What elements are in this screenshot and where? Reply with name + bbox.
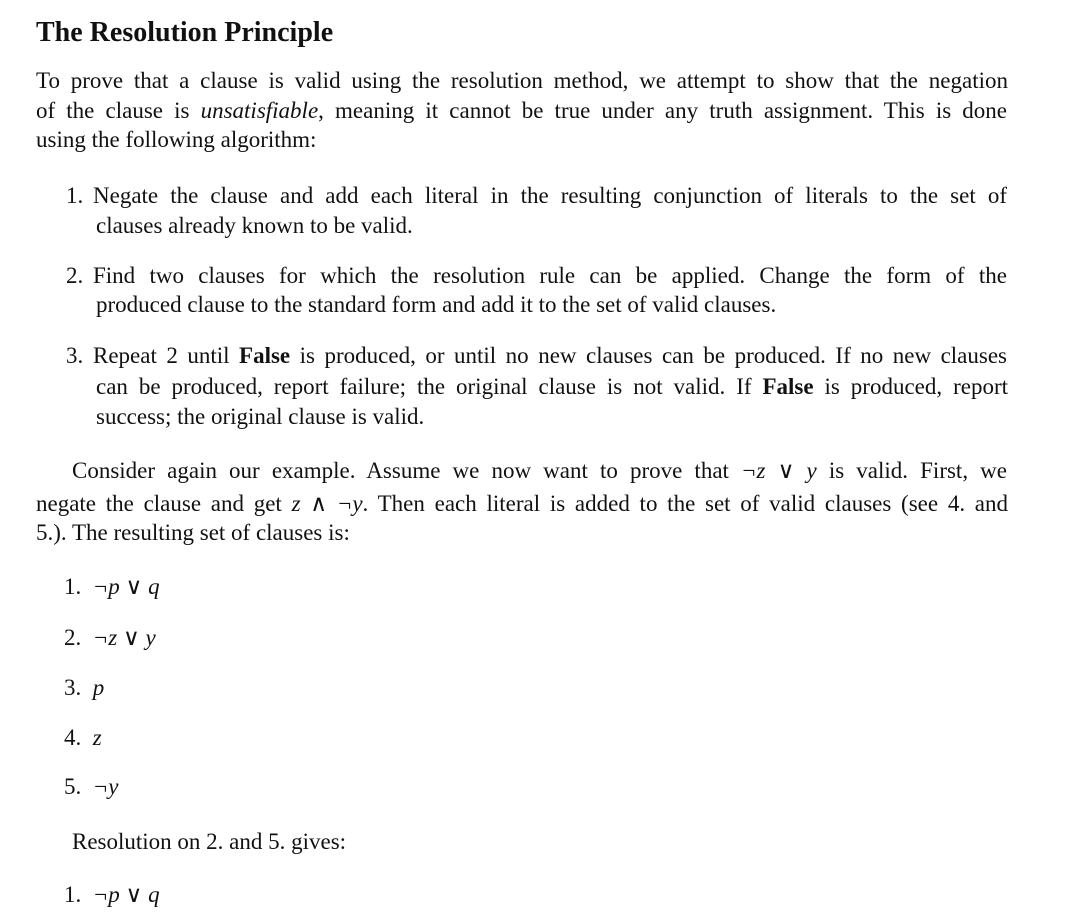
example-line-1-end: is valid. First, we bbox=[816, 458, 1007, 483]
algorithm-step-2-number: 2. bbox=[66, 263, 84, 288]
intro-line-1: To prove that a clause is valid using the resolution method, we attempt to show that the negation bbox=[36, 68, 1008, 93]
algorithm-step-3-line-1 bbox=[93, 341, 1007, 371]
algorithm-step-2-line-2: produced clause to the standard form and add it to the set of valid clauses. bbox=[96, 292, 777, 317]
example-line-2-start: negate the clause and get bbox=[36, 491, 292, 516]
step-3-line-2-end: is produced, report bbox=[813, 374, 1008, 399]
clause-4 bbox=[64, 723, 102, 753]
clause-2 bbox=[64, 623, 156, 653]
algorithm-step-3-line-2 bbox=[96, 372, 1008, 402]
clause-5-formula: ¬y bbox=[92, 774, 119, 799]
algorithm-step-1-number: 1. bbox=[66, 183, 84, 208]
math-negation: z ∧ ¬y bbox=[291, 491, 363, 516]
math-clause: ¬z ∨ y bbox=[741, 458, 817, 483]
algorithm-step-1-line-1: Negate the clause and add each literal in the resulting conjunction of literals to the set of bbox=[93, 183, 1007, 208]
result-clause-1-formula: ¬p ∨ q bbox=[92, 882, 160, 907]
clause-1-formula: ¬p ∨ q bbox=[92, 574, 160, 599]
result-clause-1 bbox=[64, 880, 160, 910]
clause-4-number: 4. bbox=[64, 725, 82, 750]
clause-3-number: 3. bbox=[64, 675, 82, 700]
example-line-1-start: Consider again our example. Assume we now want to prove that bbox=[72, 458, 742, 483]
intro-line-3: using the following algorithm: bbox=[36, 127, 317, 152]
clause-5-number: 5. bbox=[64, 774, 82, 799]
algorithm-step-3-number: 3. bbox=[66, 343, 84, 368]
algorithm-step-2-line-1: Find two clauses for which the resolution rule can be applied. Change the form of the bbox=[93, 263, 1007, 288]
keyword-false: False bbox=[762, 374, 814, 399]
step-3-line-1-start: Repeat 2 until bbox=[93, 343, 240, 368]
clause-3 bbox=[64, 673, 104, 703]
algorithm-step-3-line-3: success; the original clause is valid. bbox=[96, 404, 425, 429]
clause-2-number: 2. bbox=[64, 625, 82, 650]
step-3-line-1-end: is produced, or until no new clauses can be produced. If no new clauses bbox=[290, 343, 1007, 368]
example-line-3: 5.). The resulting set of clauses is: bbox=[36, 520, 350, 545]
section-title: The Resolution Principle bbox=[36, 17, 334, 48]
clause-2-formula: ¬z ∨ y bbox=[92, 625, 156, 650]
clause-1-number: 1. bbox=[64, 574, 82, 599]
keyword-false: False bbox=[239, 343, 291, 368]
step-3-line-2-start: can be produced, report failure; the original clause is not valid. If bbox=[96, 374, 763, 399]
example-line-2-end: . Then each literal is added to the set of valid clauses (see 4. and bbox=[362, 491, 1009, 516]
emphasis-unsatisfiable: unsatisfiable bbox=[200, 98, 319, 123]
intro-line-2 bbox=[36, 96, 1007, 126]
algorithm-step-1-line-2: clauses already known to be valid. bbox=[96, 213, 413, 238]
example-line-1 bbox=[72, 456, 1007, 486]
result-clause-1-number: 1. bbox=[64, 882, 82, 907]
intro-line-2-start: of the clause is bbox=[36, 98, 201, 123]
clause-3-formula: p bbox=[92, 675, 105, 700]
clause-1 bbox=[64, 572, 160, 602]
resolution-statement: Resolution on 2. and 5. gives: bbox=[72, 829, 347, 854]
example-line-2 bbox=[36, 489, 1008, 519]
intro-line-2-end: , meaning it cannot be true under any truth assignment. This is done bbox=[318, 98, 1007, 123]
clause-5 bbox=[64, 772, 118, 802]
clause-4-formula: z bbox=[92, 725, 102, 750]
